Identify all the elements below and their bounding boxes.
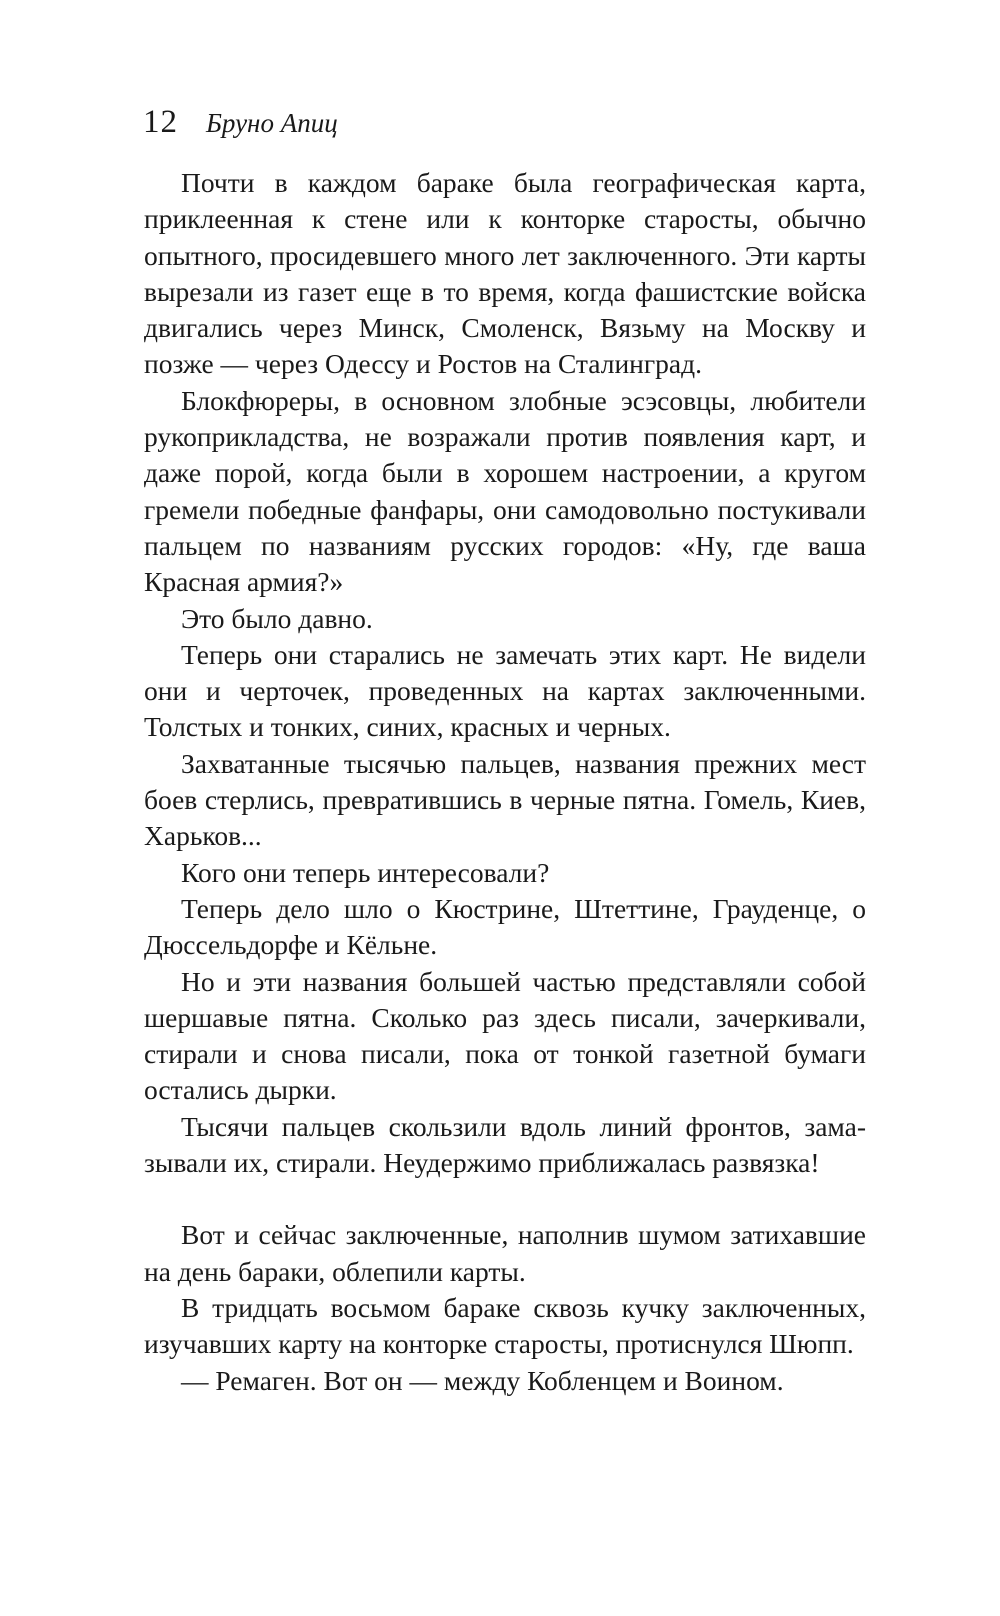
paragraph: Но и эти названия большей частью представляли собой шершавые пятна. Сколько раз здесь писали, зачеркивали, стирали и снова писали, пока от тонкой газетной бумаги остались дырки. — [144, 965, 866, 1106]
dialogue-line: — Ремаген. Вот он — между Кобленцем и Воином. — [181, 1364, 784, 1396]
paragraph: Захватанные тысячью пальцев, названия прежних мест боев стерлись, превратившись в черные пятна. Гомель, Киев, Харьков... — [144, 747, 866, 852]
running-title: Бруно Апиц — [206, 108, 338, 138]
paragraph: Почти в каждом бараке была географическая карта, приклеенная к стене или к конторке старосты, обычно опытного, просидевшего много лет заключенного. Эти карты вырезали из газет еще в то время, когда фашистские войска двигались через Минск, Смоленск, Вязьму на Москву и позже — через Одессу и Ростов на Сталинград. — [144, 167, 866, 380]
paragraph: Блокфюреры, в основном злобные эсэсовцы, любители рукоприкладства, не возражали против появления карт, и даже порой, когда были в хорошем настроении, а кругом гремели победные фанфары, они самодовольно постукивали пальцем по названиям русских городов: «Ну, где ваша Красная армия?» — [144, 384, 866, 598]
running-head — [143, 104, 338, 141]
paragraph: Тысячи пальцев скользили вдоль линий фронтов, замазывали их, стирали. Неудержимо приближалась развязка! — [144, 1110, 866, 1179]
paragraph: Вот и сейчас заключенные, наполнив шумом затихавшие на день бараки, облепили карты. — [144, 1219, 866, 1287]
page-number: 12 — [143, 104, 178, 140]
paragraph: Это было давно. — [181, 602, 373, 634]
paragraph: Теперь они старались не замечать этих карт. Не видели они и черточек, проведенных на картах заключенными. Толстых и тонких, синих, красных и черных. — [144, 638, 866, 743]
body-text — [144, 165, 866, 1399]
paragraph: Кого они теперь интересовали? — [181, 856, 550, 888]
paragraph: Теперь дело шло о Кюстрине, Штеттине, Грауденце, о Дюссельдорфе и Кёльне. — [144, 892, 866, 961]
paragraph: В тридцать восьмом бараке сквозь кучку заключенных, изучавших карту на конторке старосты, протиснулся Шюпп. — [144, 1291, 866, 1360]
